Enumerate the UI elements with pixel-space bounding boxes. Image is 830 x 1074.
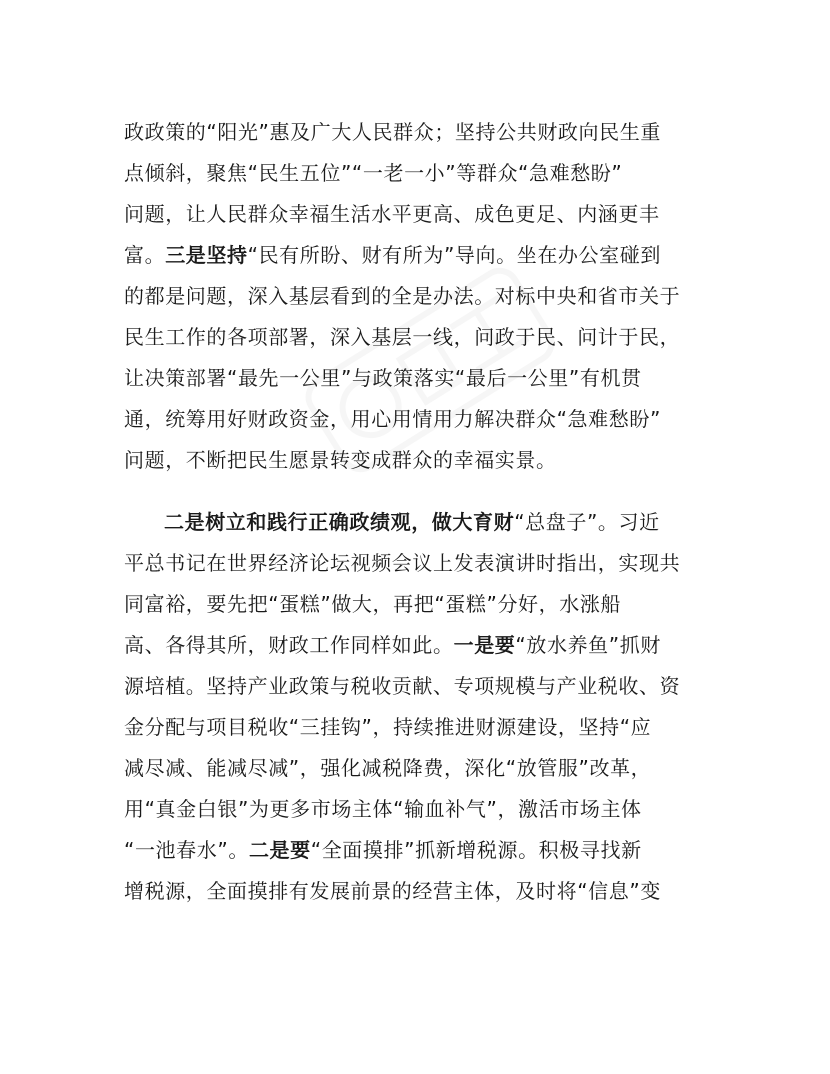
text-segment: 富。 (124, 243, 166, 267)
text-line: 民生工作的各项部署，深入基层一线，问政于民、问计于民， (124, 325, 681, 349)
text-line: 源培植。坚持产业政策与税收贡献、专项规模与产业税收、资 (124, 674, 681, 698)
text-line (124, 625, 714, 666)
text-line: 平总书记在世界经济论坛视频会议上发表演讲时指出，实现共 (124, 551, 681, 575)
text-segment: “全面摸排”抓新增税源。积极寻找新 (310, 838, 642, 862)
text-line: 问题，让人民群众幸福生活水平更高、成色更足、内涵更丰 (124, 202, 660, 226)
text-segment: “一池春水”。 (124, 838, 249, 862)
text-line: 金分配与项目税收“三挂钩”，持续推进财源建设，坚持“应 (124, 715, 652, 739)
text-line (124, 502, 714, 543)
text-line: 让决策部署“最先一公里”与政策落实“最后一公里”有机贯 (124, 366, 642, 390)
text-segment: “放水养鱼”抓财 (515, 633, 661, 657)
text-line: 政政策的“阳光”惠及广大人民群众；坚持公共财政向民生重 (124, 120, 661, 144)
text-segment: 高、各得其所，财政工作同样如此。 (124, 633, 454, 657)
text-line: 用“真金白银”为更多市场主体“输血补气”，激活市场主体 (124, 797, 642, 821)
document-body (124, 112, 714, 912)
text-line: 同富裕，要先把“蛋糕”做大，再把“蛋糕”分好，水涨船 (124, 592, 622, 616)
text-segment: “民有所盼、财有所为”导向。坐在办公室碰到 (247, 243, 661, 267)
paragraph-2 (124, 502, 714, 912)
bold-heading: 三是坚持 (165, 243, 248, 267)
text-line (124, 830, 714, 871)
text-line (124, 235, 714, 276)
text-line: 增税源，全面摸排有发展前景的经营主体，及时将“信息”变 (124, 879, 661, 903)
text-line: 减尽减、能减尽减”，强化减税降费，深化“放管服”改革， (124, 756, 652, 780)
text-line: 通，统筹用好财政资金，用心用情用力解决群众“急难愁盼” (124, 407, 661, 431)
paragraph-1 (124, 112, 714, 481)
text-line: 的都是问题，深入基层看到的全是办法。对标中央和省市关于 (124, 284, 681, 308)
text-line: 问题，不断把民生愿景转变成群众的幸福实景。 (124, 448, 557, 472)
bold-heading: 二是要 (248, 838, 311, 862)
text-line: 点倾斜，聚焦“民生五位”“一老一小”等群众“急难愁盼” (124, 161, 623, 185)
bold-heading: 二是树立和践行正确政绩观，做大育财 (164, 510, 515, 534)
bold-heading: 一是要 (453, 633, 516, 657)
text-segment: “总盘子”。习近 (514, 510, 660, 534)
